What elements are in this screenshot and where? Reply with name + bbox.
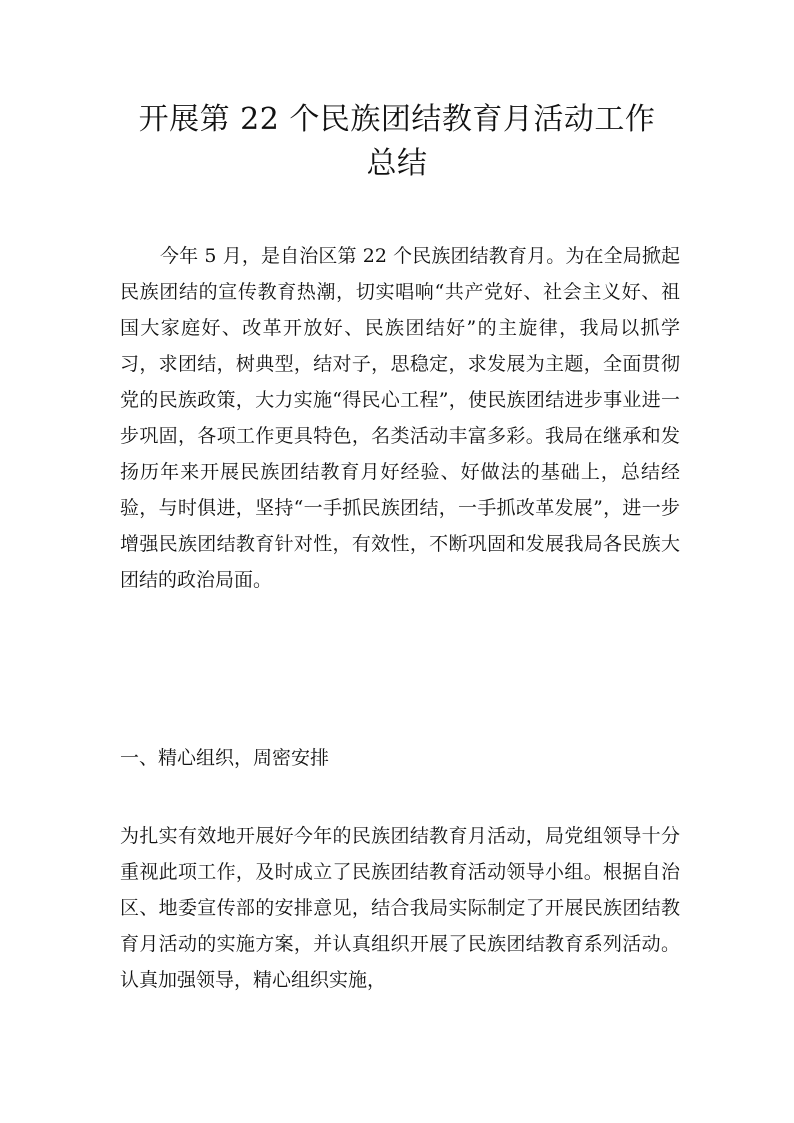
document-title-line1: 开展第 22 个民族团结教育月活动工作 <box>138 102 656 137</box>
document-title-line2: 总结 <box>366 146 428 181</box>
intro-paragraph: 今年 5 月，是自治区第 22 个民族团结教育月。为在全局掀起民族团结的宣传教育热潮，切实唱响“共产党好、社会主义好、祖国大家庭好、改革开放好、民族团结好”的主旋律，我局以抓学习，求团结，树典型，结对子，思稳定，求发展为主题，全面贯彻党的民族政策，大力实施“得民心工程”，使民族团结进步事业进一步巩固，各项工作更具特色，名类活动丰富多彩。我局在继承和发扬历年来开展民族团结教育月好经验、好做法的基础上，总结经验，与时俱进，坚持“一手抓民族团结，一手抓改革发展”，进一步增强民族团结教育针对性，有效性，不断巩固和发展我局各民族大团结的政治局面。 <box>120 245 680 591</box>
section-heading-1: 一、精心组织，周密安排 <box>120 747 330 769</box>
section-1-paragraph: 为扎实有效地开展好今年的民族团结教育月活动，局党组领导十分重视此项工作，及时成立了民族团结教育活动领导小组。根据自治区、地委宣传部的安排意见，结合我局实际制定了开展民族团结教育月活动的实施方案，并认真组织开展了民族团结教育系列活动。认真加强领导，精心组织实施， <box>120 825 680 991</box>
